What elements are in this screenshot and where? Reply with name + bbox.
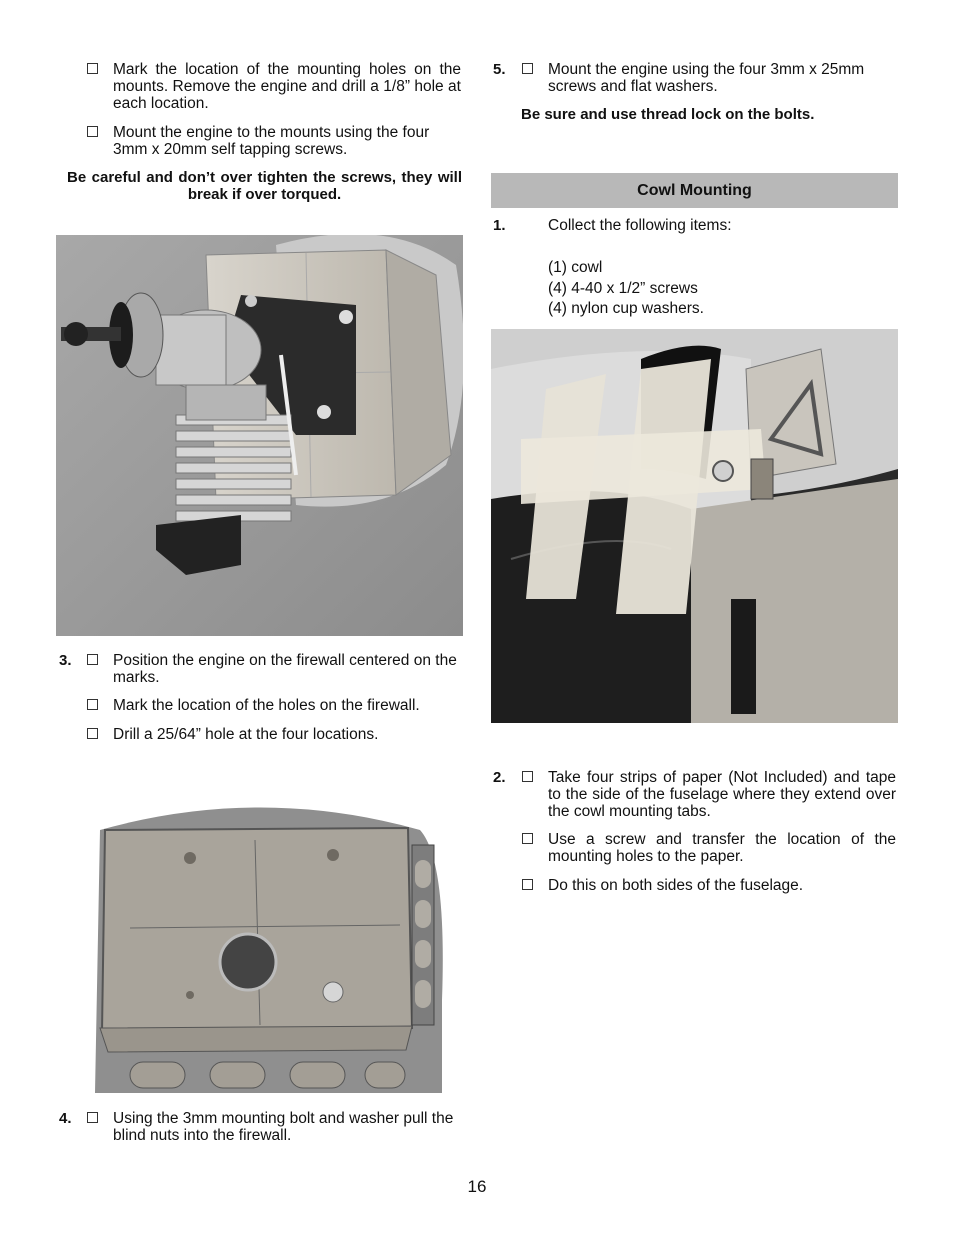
step-3c	[87, 726, 462, 743]
checkbox[interactable]	[87, 1112, 98, 1123]
step-text: Drill a 25/64” hole at the four locations.	[113, 726, 379, 743]
checkbox[interactable]	[522, 833, 533, 844]
step-text: Mark the location of the holes on the firewall.	[113, 697, 420, 714]
checkbox[interactable]	[87, 654, 98, 665]
step-3	[59, 652, 462, 686]
page-number: 16	[467, 1177, 487, 1196]
list-item: (1) cowl	[548, 259, 603, 276]
thread-lock-note: Be sure and use thread lock on the bolts.	[521, 106, 815, 123]
step-text: Take four strips of paper (Not Included) and tape to the side of the fuselage where they extend over the cowl mounting tabs.	[548, 769, 896, 820]
step-2b	[522, 831, 898, 865]
firewall-photo	[90, 800, 447, 1093]
step-text: Do this on both sides of the fuselage.	[548, 877, 804, 894]
step-3b	[87, 697, 462, 714]
step-number: 4.	[59, 1110, 72, 1127]
checkbox[interactable]	[522, 63, 533, 74]
step-number: 1.	[493, 217, 506, 234]
step-mount-engine	[87, 124, 462, 158]
step-text: Mount the engine using the four 3mm x 25mm screws and flat washers.	[548, 61, 865, 95]
engine-mount-photo	[56, 235, 463, 636]
step-1	[493, 217, 898, 234]
engine-mount-illustration	[56, 235, 463, 636]
step-text: Collect the following items:	[548, 217, 732, 234]
checkbox[interactable]	[522, 879, 533, 890]
checkbox[interactable]	[87, 63, 98, 74]
step-text: Use a screw and transfer the location of the mounting holes to the paper.	[548, 831, 896, 865]
step-number: 5.	[493, 61, 506, 78]
step-2	[493, 769, 898, 820]
list-item: (4) nylon cup washers.	[548, 300, 704, 317]
checkbox[interactable]	[522, 771, 533, 782]
warning-note: Be careful and don’t over tighten the screws, they will break if over torqued.	[67, 169, 462, 203]
step-text: Position the engine on the firewall centered on the marks.	[113, 652, 457, 686]
checkbox[interactable]	[87, 728, 98, 739]
section-header-cowl-mounting: Cowl Mounting	[491, 173, 898, 208]
step-number: 2.	[493, 769, 506, 786]
step-2c	[522, 877, 898, 894]
step-4	[59, 1110, 462, 1144]
step-text: Mark the location of the mounting holes on the mounts. Remove the engine and drill a 1/8” hole at each location.	[113, 61, 461, 112]
step-mark-mount-holes	[87, 61, 462, 112]
items-list	[548, 258, 704, 320]
cowl-tape-illustration	[491, 329, 898, 723]
cowl-tape-photo	[491, 329, 898, 723]
step-number: 3.	[59, 652, 72, 669]
checkbox[interactable]	[87, 126, 98, 137]
checkbox[interactable]	[87, 699, 98, 710]
firewall-illustration	[90, 800, 447, 1093]
step-text: Using the 3mm mounting bolt and washer pull the blind nuts into the firewall.	[113, 1110, 454, 1144]
step-text: Mount the engine to the mounts using the four 3mm x 20mm self tapping screws.	[113, 124, 430, 158]
step-5	[493, 61, 898, 95]
list-item: (4) 4-40 x 1/2” screws	[548, 279, 698, 297]
